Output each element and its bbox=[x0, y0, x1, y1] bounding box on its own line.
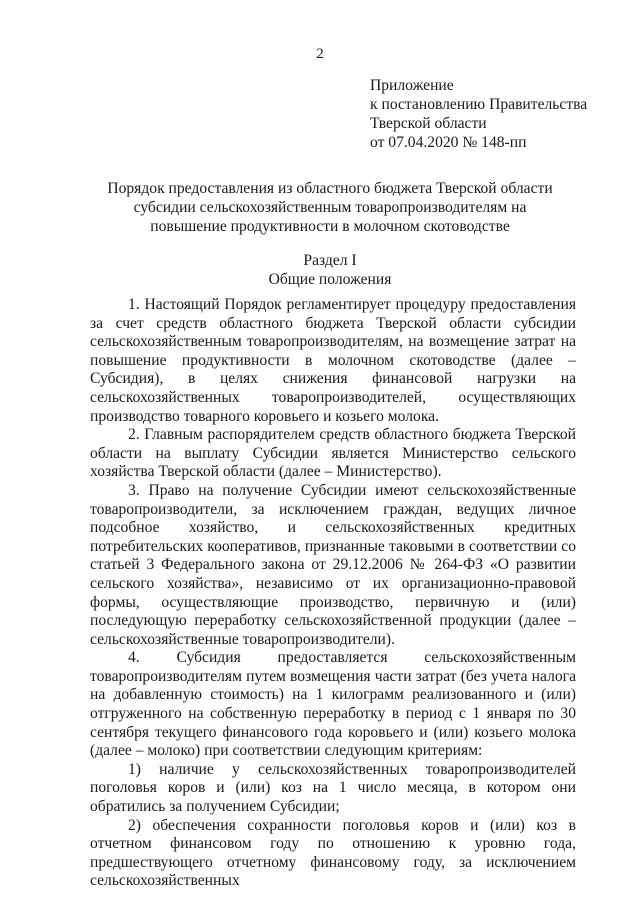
paragraph: 4. Субсидия предоставляется сельскохозяйственным товаропроизводителям путем возмещения части затрат (без учета налога на добавленную стоимость) на 1 килограмм реализованного и (или) отгруженного на собственную переработку в период с 1 января по 30 сентября текущего финансового года коровьего и (или) козьего молока (далее – молоко) при соответствии следующим критериям: bbox=[90, 649, 576, 760]
page-number: 2 bbox=[316, 46, 324, 62]
paragraph: 1) наличие у сельскохозяйственных товаропроизводителей поголовья коров и (или) коз на 1 число месяца, в котором они обратились за получением Субсидии; bbox=[90, 760, 576, 816]
document-title: Порядок предоставления из областного бюджета Тверской области субсидии сельскохозяйственным товаропроизводителям на повышение продуктивности в молочном скотоводстве bbox=[107, 180, 553, 235]
document-body bbox=[90, 296, 576, 891]
section-name: Общие положения bbox=[268, 271, 392, 288]
appendix-line: от 07.04.2020 № 148-пп bbox=[370, 134, 527, 151]
paragraph: 1. Настоящий Порядок регламентирует процедуру предоставления за счет средств областного бюджета Тверской области субсидии сельскохозяйственным товаропроизводителям, на возмещение затрат на повышение продуктивности в молочном скотоводстве (далее – Субсидия), в целях снижения финансовой нагрузки на сельскохозяйственных товаропроизводителей, осуществляющих производство товарного коровьего и козьего молока. bbox=[90, 296, 576, 425]
appendix-line: Приложение bbox=[370, 77, 454, 94]
paragraph: 2. Главным распорядителем средств областного бюджета Тверской области на выплату Субсидии является Министерство сельского хозяйства Тверской области (далее – Министерство). bbox=[90, 426, 576, 481]
paragraph: 2) обеспечения сохранности поголовья коров и (или) коз в отчетном финансовом году по отношению к уровню года, предшествующего отчетному финансовому году, за исключением сельскохозяйственных bbox=[90, 816, 576, 890]
appendix-block bbox=[370, 76, 587, 152]
appendix-line: к постановлению Правительства bbox=[370, 96, 588, 113]
appendix-line: Тверской области bbox=[370, 115, 487, 132]
section-number: Раздел I bbox=[303, 252, 357, 269]
paragraph: 3. Право на получение Субсидии имеют сельскохозяйственные товаропроизводители, за исключением граждан, ведущих личное подсобное хозяйство, и сельскохозяйственных кредитных потребительских кооперативов, признанные таковыми в соответствии со статьей 3 Федерального закона от 29.12.2006 № 264-ФЗ «О развитии сельского хозяйства», независимо от их организационно-правовой формы, осуществляющие производство, первичную и (или) последующую переработку сельскохозяйственной продукции (далее – сельскохозяйственные товаропроизводители). bbox=[90, 481, 576, 648]
section-heading bbox=[100, 251, 560, 289]
